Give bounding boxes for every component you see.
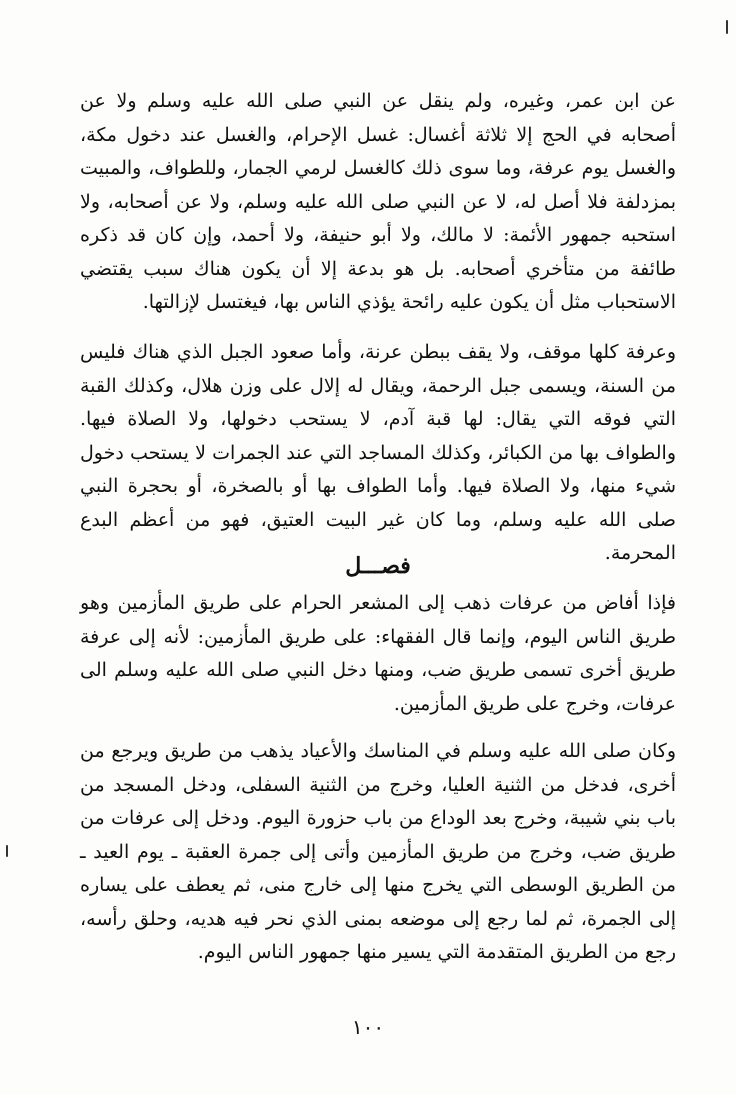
scan-edge-mark [6, 845, 8, 857]
paragraph-routes [80, 735, 676, 970]
section-heading: فصـــل [345, 553, 411, 579]
paragraph-ghusl [80, 85, 676, 320]
paragraph-text: وعرفة كلها موقف، ولا يقف ببطن عرنة، وأما صعود الجبل الذي هناك فليس من السنة، ويسمى جبل الرحمة، ويقال له إلال على وزن هلال، وكذلك القبة التي فوقه التي يقال: لها قبة آدم، لا يستحب دخولها، ولا الصلاة فيها. والطواف بها من الكبائر، وكذلك المساجد التي عند الجمرات لا يستحب دخول شيء منها، ولا الصلاة فيها. وأما الطواف بها أو بالصخرة، أو بحجرة النبي صلى الله عليه وسلم، وما كان غير البيت العتيق، فهو من أعظم البدع المحرمة. [80, 341, 676, 564]
scan-edge-mark [726, 20, 728, 34]
paragraph-text: فإذا أفاض من عرفات ذهب إلى المشعر الحرام على طريق المأزمين وهو طريق الناس اليوم، وإنما قال الفقهاء: على طريق المأزمين: لأنه إلى عرفة طريق أخرى تسمى طريق ضب، ومنها دخل النبي صلى الله عليه وسلم الى عرفات، وخرج على طريق المأزمين. [80, 592, 676, 715]
paragraph-ifadah [80, 587, 676, 721]
paragraph-text: وكان صلى الله عليه وسلم في المناسك والأعياد يذهب من طريق ويرجع من أخرى، فدخل من الثنية العليا، وخرج من الثنية السفلى، ودخل المسجد من باب بني شيبة، وخرج بعد الوداع من باب حزورة اليوم. ودخل إلى عرفات من طريق ضب، وخرج من طريق المأزمين وأتى إلى جمرة العقبة ـ يوم العيد ـ من الطريق الوسطى التي يخرج منها إلى خارج منى، ثم يعطف على يساره إلى الجمرة، ثم لما رجع إلى موضعه بمنى الذي نحر فيه هديه، وحلق رأسه، رجع من الطريق المتقدمة التي يسير منها جمهور الناس اليوم. [80, 740, 676, 963]
paragraph-arafah [80, 336, 676, 571]
paragraph-text: عن ابن عمر، وغيره، ولم ينقل عن النبي صلى الله عليه وسلم ولا عن أصحابه في الحج إلا ثلاثة أغسال: غسل الإحرام، والغسل عند دخول مكة، والغسل يوم عرفة، وما سوى ذلك كالغسل لرمي الجمار، وللطواف، والمبيت بمزدلفة فلا أصل له، لا عن النبي صلى الله عليه وسلم، ولا عن أصحابه، ولا استحبه جمهور الأئمة: لا مالك، ولا أبو حنيفة، ولا أحمد، وإن كان قد ذكره طائفة من متأخري أصحابه. بل هو بدعة إلا أن يكون هناك سبب يقتضي الاستحباب مثل أن يكون عليه رائحة يؤذي الناس بها، فيغتسل لإزالتها. [80, 90, 676, 313]
page-number: ١٠٠ [351, 1015, 385, 1039]
